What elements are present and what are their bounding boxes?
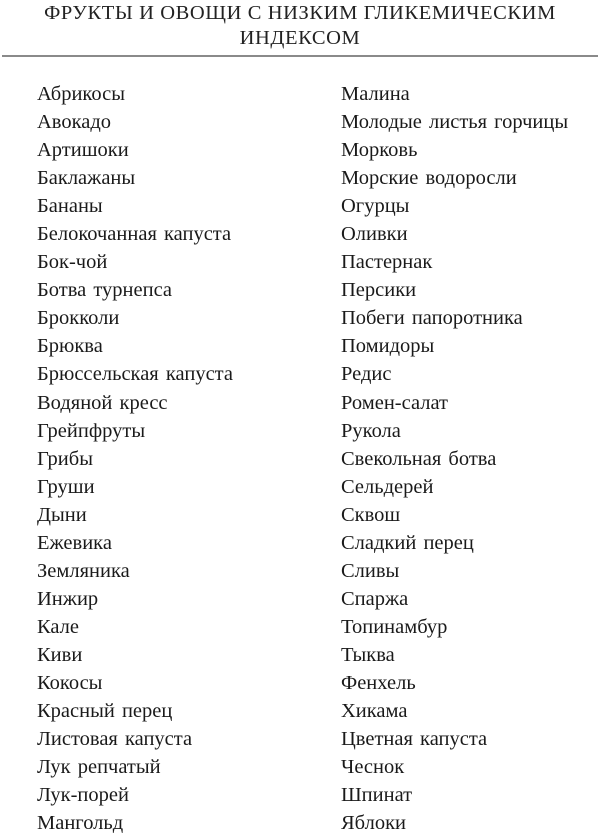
list-item: Ежевика bbox=[37, 531, 112, 554]
list-item: Хикама bbox=[341, 700, 408, 723]
title-line-2: ИНДЕКСОМ bbox=[239, 27, 361, 49]
list-item: Листовая капуста bbox=[37, 728, 193, 751]
list-item: Киви bbox=[37, 643, 83, 666]
list-item: Спаржа bbox=[341, 587, 409, 610]
list-item: Дыни bbox=[37, 503, 87, 526]
list-item: Малина bbox=[341, 83, 410, 105]
list-item: Ботва турнепса bbox=[37, 279, 173, 302]
list-item: Инжир bbox=[37, 587, 99, 610]
list-item: Персики bbox=[341, 279, 417, 302]
list-item: Абрикосы bbox=[37, 83, 125, 105]
list-item: Грейпфруты bbox=[37, 419, 146, 442]
list-item: Молодые листья горчицы bbox=[341, 111, 569, 134]
list-item: Морские водоросли bbox=[341, 167, 517, 190]
list-item: Кокосы bbox=[37, 671, 103, 694]
list-item: Красный перец bbox=[37, 700, 173, 723]
list-item: Водяной кресс bbox=[37, 391, 168, 414]
list-item: Брюква bbox=[37, 335, 103, 358]
list-item: Сквош bbox=[341, 503, 401, 526]
list-item: Груши bbox=[37, 475, 95, 498]
list-item: Кале bbox=[37, 615, 80, 638]
list-item: Яблоки bbox=[341, 812, 407, 835]
page-title bbox=[0, 1, 600, 51]
list-item: Сладкий перец bbox=[341, 531, 474, 554]
list-item: Редис bbox=[341, 363, 392, 386]
list-item: Ромен-салат bbox=[341, 391, 449, 414]
list-item: Брокколи bbox=[37, 307, 120, 330]
list-item: Чеснок bbox=[341, 756, 405, 779]
list-item: Бок-чой bbox=[37, 251, 108, 274]
list-right-column bbox=[341, 80, 568, 837]
list-item: Лук репчатый bbox=[37, 756, 161, 779]
list-item: Свекольная ботва bbox=[341, 447, 497, 470]
list-item: Морковь bbox=[341, 139, 418, 162]
list-item: Оливки bbox=[341, 223, 408, 246]
list-item: Пастернак bbox=[341, 251, 433, 274]
list-item: Артишоки bbox=[37, 139, 129, 162]
list-item: Рукола bbox=[341, 419, 401, 442]
list-item: Цветная капуста bbox=[341, 728, 488, 751]
list-item: Брюссельская капуста bbox=[37, 363, 233, 386]
list-item: Сельдерей bbox=[341, 475, 434, 498]
list-item: Сливы bbox=[341, 559, 400, 582]
list-item: Лук-порей bbox=[37, 784, 129, 807]
list-left-column bbox=[37, 80, 233, 837]
list-item: Баклажаны bbox=[37, 167, 136, 190]
list-item: Мангольд bbox=[37, 812, 124, 835]
list-item: Помидоры bbox=[341, 335, 435, 358]
title-divider bbox=[2, 55, 598, 57]
list-item: Топинамбур bbox=[341, 615, 448, 638]
list-item: Земляника bbox=[37, 559, 130, 582]
list-item: Огурцы bbox=[341, 195, 410, 218]
list-item: Фенхель bbox=[341, 671, 416, 694]
list-item: Белокочанная капуста bbox=[37, 223, 232, 246]
list-item: Побеги папоротника bbox=[341, 307, 523, 330]
list-item: Бананы bbox=[37, 195, 103, 218]
title-line-1: ФРУКТЫ И ОВОЩИ С НИЗКИМ ГЛИКЕМИЧЕСКИМ bbox=[44, 2, 556, 24]
list-item: Авокадо bbox=[37, 111, 112, 134]
list-item: Тыква bbox=[341, 643, 395, 666]
list-item: Шпинат bbox=[341, 784, 413, 807]
list-item: Грибы bbox=[37, 447, 93, 470]
